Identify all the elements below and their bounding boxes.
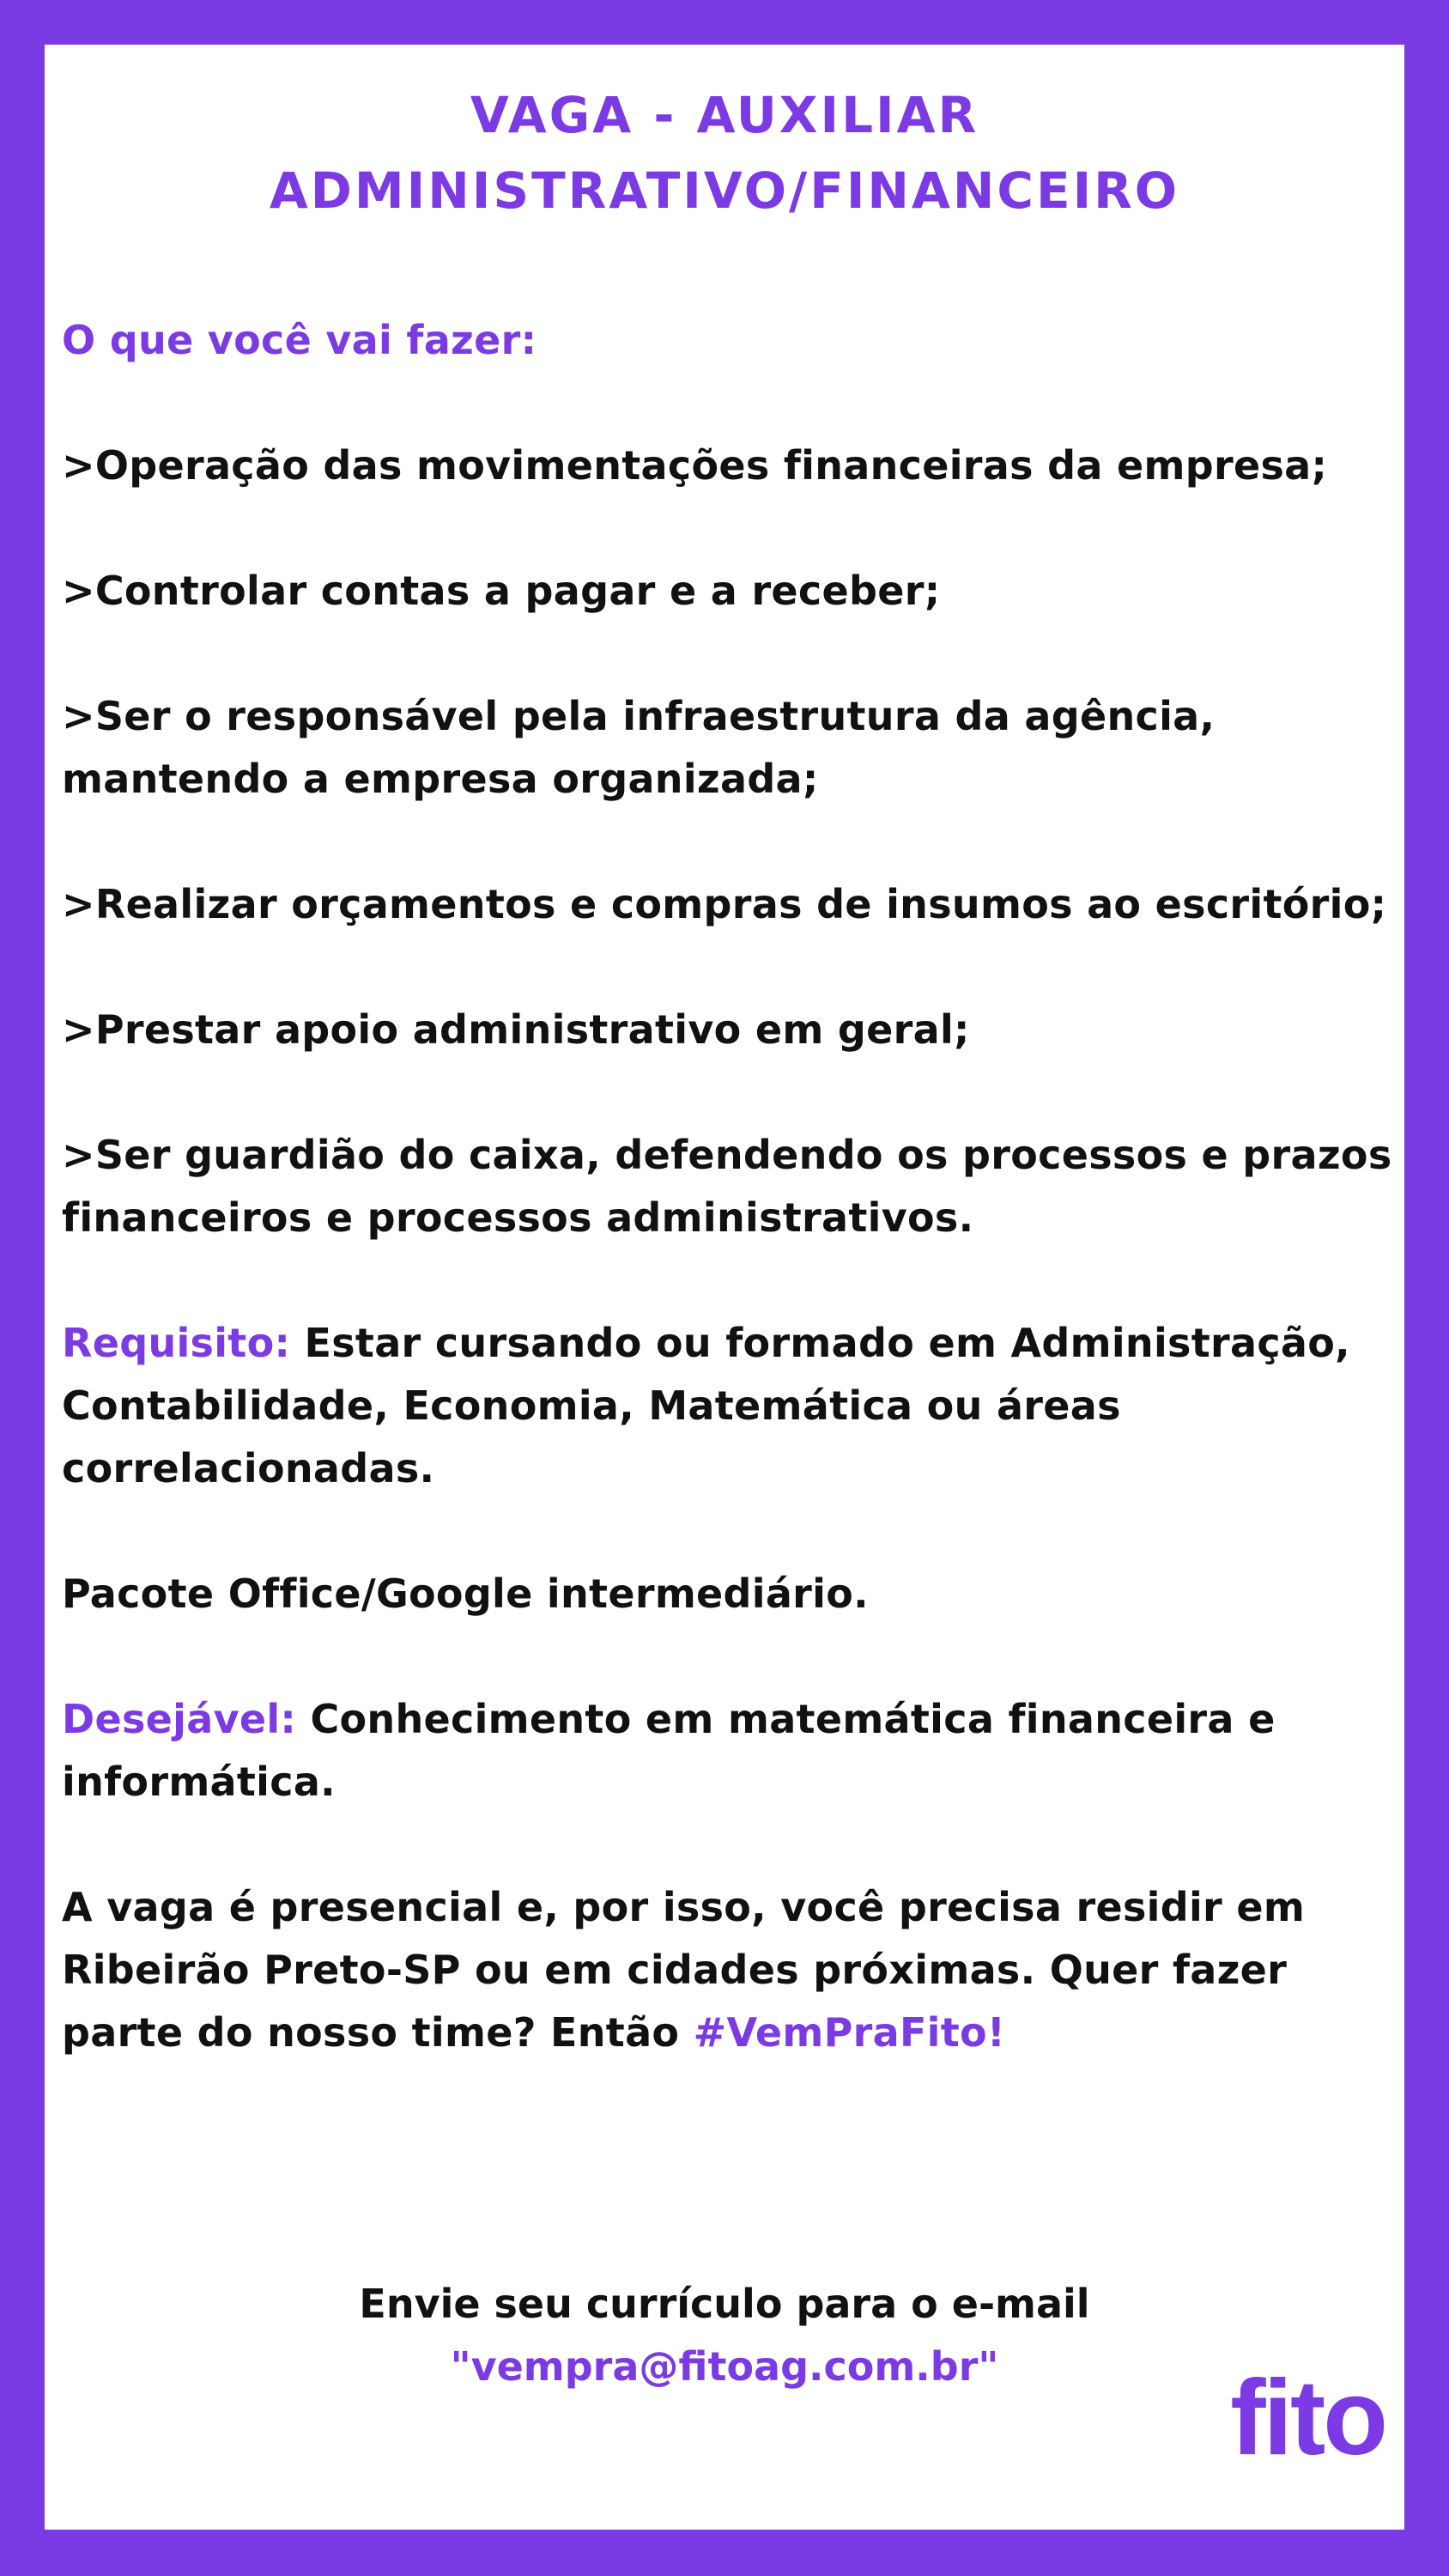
contact-email[interactable]: "vempra@fitoag.com.br" bbox=[450, 2343, 999, 2390]
closing-paragraph bbox=[62, 1876, 1401, 2064]
requirement bbox=[62, 1312, 1401, 1500]
closing-text: A vaga é presencial e, por isso, você precisa residir em Ribeirão Preto-SP ou em cidades próximas. Quer fazer parte do nosso time? Então bbox=[62, 1884, 1306, 2056]
requirement-text: Estar cursando ou formado em Administração, Contabilidade, Economia, Matemática ou áreas correlacionadas. bbox=[62, 1320, 1350, 1492]
job-post-card bbox=[45, 45, 1404, 2530]
call-to-action bbox=[45, 2273, 1404, 2398]
office-skill: Pacote Office/Google intermediário. bbox=[62, 1571, 869, 1617]
desirable-text: Conhecimento em matemática financeira e informática. bbox=[62, 1696, 1276, 1805]
job-description bbox=[62, 309, 1401, 2127]
duty-item: >Prestar apoio administrativo em geral; bbox=[62, 1006, 970, 1053]
fito-logo: fito bbox=[1230, 2359, 1385, 2477]
job-title-line-2: ADMINISTRATIVO/FINANCEIRO bbox=[269, 161, 1180, 220]
duty-item: >Controlar contas a pagar e a receber; bbox=[62, 568, 941, 614]
requirement-label: Requisito: bbox=[62, 1320, 291, 1366]
job-title bbox=[45, 77, 1404, 228]
job-title-line-1: VAGA - AUXILIAR bbox=[470, 86, 979, 144]
desirable-label: Desejável: bbox=[62, 1696, 297, 1742]
cta-text: Envie seu currículo para o e-mail bbox=[359, 2281, 1090, 2327]
duty-item: >Operação das movimentações financeiras da empresa; bbox=[62, 442, 1328, 489]
hashtag: #VemPraFito! bbox=[693, 2009, 1006, 2056]
desirable bbox=[62, 1688, 1401, 1814]
duty-item: >Ser guardião do caixa, defendendo os processos e prazos financeiros e processos administrativos. bbox=[62, 1132, 1392, 1241]
duty-item: >Ser o responsável pela infraestrutura da agência, mantendo a empresa organizada; bbox=[62, 693, 1216, 802]
section-heading: O que você vai fazer: bbox=[62, 317, 537, 363]
duty-item: >Realizar orçamentos e compras de insumos ao escritório; bbox=[62, 881, 1387, 927]
